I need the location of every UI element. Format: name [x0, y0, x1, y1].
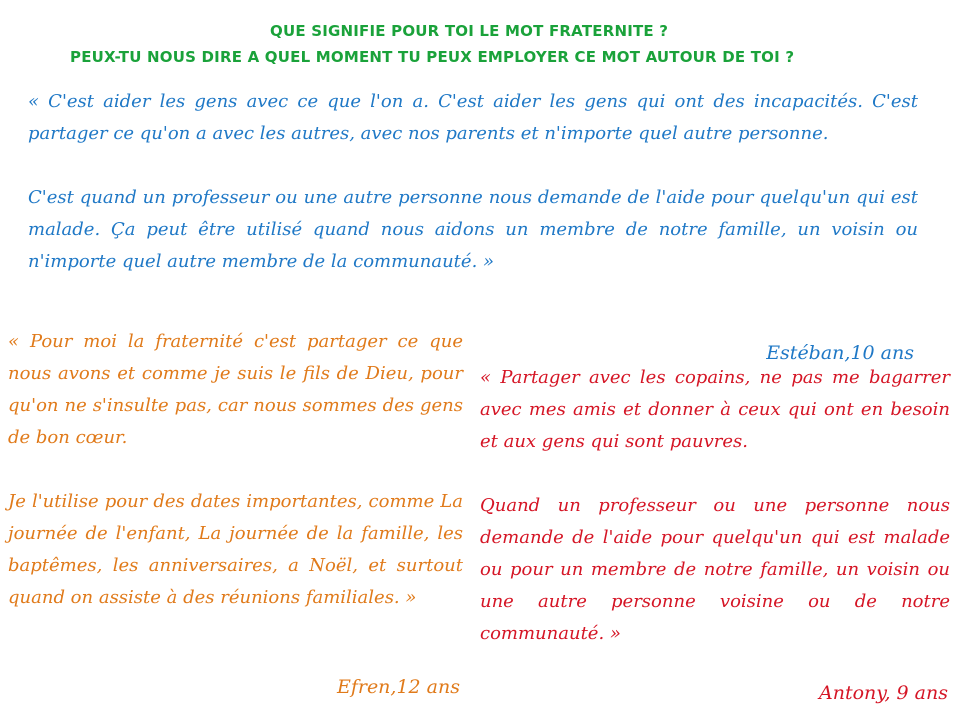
author-efren: Efren,12 ans — [336, 676, 460, 698]
header — [60, 18, 940, 70]
quote-paragraph: Je l'utilise pour des dates importantes, comme La journée de l'enfant, La journée de la famille, les baptêmes, les anniversaires, a Noël, et surtout quand on assiste à des réunions familiales. » — [8, 491, 463, 608]
author-esteban: Estéban,10 ans — [766, 342, 914, 364]
question-2: PEUX-TU NOUS DIRE A QUEL MOMENT TU PEUX EMPLOYER CE MOT AUTOUR DE TOI ? — [70, 48, 795, 66]
quote-paragraph: « C'est aider les gens avec ce que l'on a. C'est aider les gens qui ont des incapacités. C'est partager ce qu'on a avec les autres, avec nos parents et n'importe quel autre personne. — [28, 91, 918, 144]
quote-efren — [8, 326, 463, 614]
author-antony: Antony, 9 ans — [818, 682, 948, 704]
quote-paragraph: « Partager avec les copains, ne pas me bagarrer avec mes amis et donner à ceux qui ont en besoin et aux gens qui sont pauvres. — [480, 367, 950, 452]
quote-antony — [480, 362, 950, 650]
quote-paragraph: Quand un professeur ou une personne nous demande de l'aide pour quelqu'un qui est malade ou pour un membre de notre famille, un voisin ou une autre personne voisine ou de notre communauté. » — [480, 495, 950, 644]
quote-esteban — [28, 86, 918, 278]
quote-paragraph: « Pour moi la fraternité c'est partager ce que nous avons et comme je suis le fils de Dieu, pour qu'on ne s'insulte pas, car nous sommes des gens de bon cœur. — [8, 331, 463, 448]
quote-paragraph: C'est quand un professeur ou une autre personne nous demande de l'aide pour quelqu'un qui est malade. Ça peut être utilisé quand nous aidons un membre de notre famille, un voisin ou n'importe quel autre membre de la communauté. » — [28, 187, 918, 272]
question-1: QUE SIGNIFIE POUR TOI LE MOT FRATERNITE ? — [270, 22, 669, 40]
